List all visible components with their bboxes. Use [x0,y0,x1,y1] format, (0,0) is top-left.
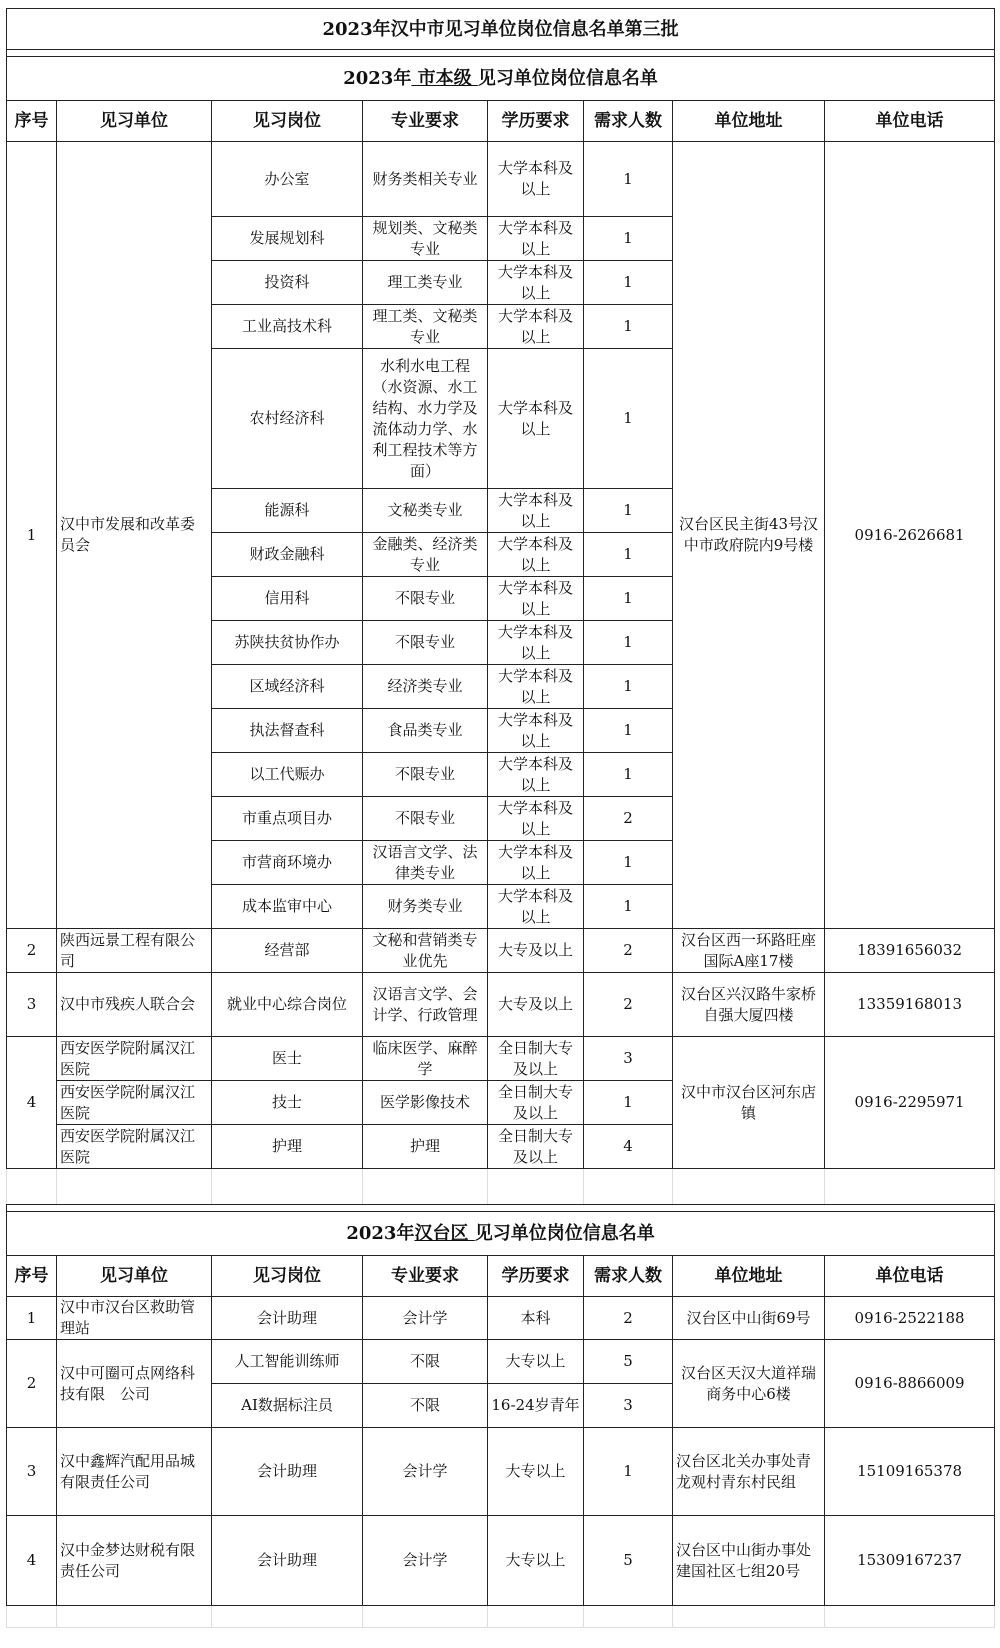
cell-major: 不限 [363,1384,488,1428]
cell-major: 汉语言文学、会计学、行政管理 [363,973,488,1037]
cell-major: 金融类、经济类专业 [363,533,488,577]
cell-edu: 大学本科及以上 [488,709,584,753]
cell-unit: 陕西远景工程有限公司 [57,929,212,973]
cell-edu: 大学本科及以上 [488,349,584,489]
cell-edu: 大学本科及以上 [488,665,584,709]
cell-unit: 汉中金梦达财税有限责任公司 [57,1516,212,1606]
cell-no: 2 [7,929,57,973]
cell-count: 1 [584,349,673,489]
cell-post: 工业高技术科 [212,305,363,349]
cell-major: 护理 [363,1125,488,1169]
cell-edu: 大学本科及以上 [488,142,584,217]
cell-no: 1 [7,142,57,929]
empty-row [7,1606,995,1628]
cell-edu: 大学本科及以上 [488,577,584,621]
cell-address: 汉台区西一环路旺座国际A座17楼 [673,929,825,973]
header-edu: 学历要求 [488,1256,584,1297]
cell-major: 不限专业 [363,621,488,665]
cell-major: 临床医学、麻醉学 [363,1037,488,1081]
cell-phone: 0916-2626681 [825,142,995,929]
cell-phone: 0916-2295971 [825,1037,995,1169]
cell-no: 4 [7,1037,57,1169]
section2-header-row [7,1256,995,1297]
cell-edu: 大学本科及以上 [488,621,584,665]
cell-count: 5 [584,1516,673,1606]
cell-edu: 大专及以上 [488,973,584,1037]
table-row [7,1516,995,1606]
cell-major: 会计学 [363,1297,488,1340]
table-row [7,1297,995,1340]
cell-phone: 13359168013 [825,973,995,1037]
cell-major: 规划类、文秘类专业 [363,217,488,261]
cell-post: 医士 [212,1037,363,1081]
cell-no: 3 [7,973,57,1037]
cell-major: 经济类专业 [363,665,488,709]
cell-address: 汉中市汉台区河东店镇 [673,1037,825,1169]
cell-phone: 0916-2522188 [825,1297,995,1340]
cell-count: 1 [584,217,673,261]
cell-edu: 大学本科及以上 [488,885,584,929]
cell-phone: 15109165378 [825,1428,995,1516]
table-row [7,1340,995,1384]
cell-major: 食品类专业 [363,709,488,753]
cell-count: 3 [584,1384,673,1428]
cell-address: 汉台区中山街办事处 建国社区七组20号 [673,1516,825,1606]
table-row [7,142,995,217]
section1-title: 2023年 市本级 见习单位岗位信息名单 [7,57,995,101]
header-post: 见习岗位 [212,101,363,142]
cell-address: 汉台区天汉大道祥瑞 商务中心6楼 [673,1340,825,1428]
cell-post: 发展规划科 [212,217,363,261]
cell-unit: 西安医学院附属汉江医院 [57,1037,212,1081]
table-row [7,929,995,973]
cell-address: 汉台区北关办事处青龙观村青东村民组 [673,1428,825,1516]
cell-count: 1 [584,305,673,349]
cell-count: 1 [584,885,673,929]
cell-post: 执法督查科 [212,709,363,753]
cell-count: 1 [584,1081,673,1125]
cell-count: 3 [584,1037,673,1081]
table-row [7,1428,995,1516]
header-phone: 单位电话 [825,101,995,142]
header-no: 序号 [7,1256,57,1297]
table-row [7,973,995,1037]
cell-post: 农村经济科 [212,349,363,489]
cell-major: 医学影像技术 [363,1081,488,1125]
cell-no: 2 [7,1340,57,1428]
header-post: 见习岗位 [212,1256,363,1297]
cell-edu: 全日制大专及以上 [488,1037,584,1081]
header-address: 单位地址 [673,101,825,142]
cell-edu: 大学本科及以上 [488,217,584,261]
cell-post: 区域经济科 [212,665,363,709]
header-unit: 见习单位 [57,1256,212,1297]
cell-post: 财政金融科 [212,533,363,577]
cell-major: 不限专业 [363,797,488,841]
cell-major: 财务类相关专业 [363,142,488,217]
cell-edu: 全日制大专及以上 [488,1081,584,1125]
cell-edu: 本科 [488,1297,584,1340]
cell-major: 理工类专业 [363,261,488,305]
cell-post: 会计助理 [212,1428,363,1516]
cell-edu: 全日制大专及以上 [488,1125,584,1169]
cell-edu: 大学本科及以上 [488,533,584,577]
table-row [7,1037,995,1081]
cell-count: 1 [584,489,673,533]
cell-count: 1 [584,665,673,709]
empty-row [7,1169,995,1205]
cell-unit: 汉中市残疾人联合会 [57,973,212,1037]
cell-post: 会计助理 [212,1516,363,1606]
cell-unit: 西安医学院附属汉江医院 [57,1125,212,1169]
header-phone: 单位电话 [825,1256,995,1297]
cell-post: 能源科 [212,489,363,533]
cell-unit: 汉中鑫辉汽配用品城有限责任公司 [57,1428,212,1516]
cell-edu: 大专以上 [488,1340,584,1384]
cell-major: 财务类专业 [363,885,488,929]
cell-edu: 16-24岁青年 [488,1384,584,1428]
cell-address: 汉台区民主街43号汉中市政府院内9号楼 [673,142,825,929]
cell-post: 市营商环境办 [212,841,363,885]
cell-edu: 大学本科及以上 [488,753,584,797]
cell-count: 1 [584,841,673,885]
cell-no: 3 [7,1428,57,1516]
cell-edu: 大学本科及以上 [488,797,584,841]
cell-major: 文秘类专业 [363,489,488,533]
cell-edu: 大学本科及以上 [488,305,584,349]
cell-major: 文秘和营销类专业优先 [363,929,488,973]
cell-count: 2 [584,929,673,973]
cell-post: 技士 [212,1081,363,1125]
cell-phone: 0916-8866009 [825,1340,995,1428]
cell-post: 就业中心综合岗位 [212,973,363,1037]
header-count: 需求人数 [584,1256,673,1297]
cell-count: 1 [584,533,673,577]
cell-post: 经营部 [212,929,363,973]
cell-major: 会计学 [363,1516,488,1606]
cell-post: 以工代赈办 [212,753,363,797]
header-edu: 学历要求 [488,101,584,142]
cell-count: 5 [584,1340,673,1384]
cell-major: 水利水电工程（水资源、水工结构、水力学及流体动力学、水利工程技术等方面） [363,349,488,489]
spreadsheet [6,8,994,1628]
cell-post: 苏陕扶贫协作办 [212,621,363,665]
cell-count: 2 [584,973,673,1037]
cell-post: 办公室 [212,142,363,217]
cell-post: 成本监审中心 [212,885,363,929]
cell-count: 1 [584,261,673,305]
cell-phone: 15309167237 [825,1516,995,1606]
cell-address: 汉台区兴汉路牛家桥自强大厦四楼 [673,973,825,1037]
cell-major: 会计学 [363,1428,488,1516]
cell-post: 人工智能训练师 [212,1340,363,1384]
cell-unit: 汉中市发展和改革委员会 [57,142,212,929]
cell-major: 汉语言文学、法律类专业 [363,841,488,885]
cell-phone: 18391656032 [825,929,995,973]
document-title: 2023年汉中市见习单位岗位信息名单第三批 [7,9,995,50]
cell-edu: 大学本科及以上 [488,841,584,885]
info-table [6,8,995,1628]
header-no: 序号 [7,101,57,142]
cell-count: 1 [584,709,673,753]
cell-no: 1 [7,1297,57,1340]
header-major: 专业要求 [363,101,488,142]
cell-count: 1 [584,621,673,665]
section2-title: 2023年汉台区 见习单位岗位信息名单 [7,1212,995,1256]
cell-major: 不限专业 [363,753,488,797]
cell-major: 不限专业 [363,577,488,621]
header-address: 单位地址 [673,1256,825,1297]
cell-count: 1 [584,577,673,621]
cell-unit: 汉中可圈可点网络科技有限 公司 [57,1340,212,1428]
cell-address: 汉台区中山街69号 [673,1297,825,1340]
cell-edu: 大学本科及以上 [488,261,584,305]
cell-post: 会计助理 [212,1297,363,1340]
header-unit: 见习单位 [57,101,212,142]
cell-count: 1 [584,1428,673,1516]
cell-major: 不限 [363,1340,488,1384]
cell-unit: 汉中市汉台区救助管理站 [57,1297,212,1340]
header-major: 专业要求 [363,1256,488,1297]
cell-edu: 大专以上 [488,1428,584,1516]
cell-post: 市重点项目办 [212,797,363,841]
cell-edu: 大专以上 [488,1516,584,1606]
cell-post: 信用科 [212,577,363,621]
section1-header-row [7,101,995,142]
cell-count: 1 [584,753,673,797]
cell-unit: 西安医学院附属汉江医院 [57,1081,212,1125]
cell-post: 护理 [212,1125,363,1169]
cell-no: 4 [7,1516,57,1606]
cell-edu: 大学本科及以上 [488,489,584,533]
cell-count: 2 [584,1297,673,1340]
header-count: 需求人数 [584,101,673,142]
cell-count: 1 [584,142,673,217]
cell-edu: 大专及以上 [488,929,584,973]
cell-count: 2 [584,797,673,841]
cell-major: 理工类、文秘类专业 [363,305,488,349]
cell-count: 4 [584,1125,673,1169]
cell-post: AI数据标注员 [212,1384,363,1428]
cell-post: 投资科 [212,261,363,305]
